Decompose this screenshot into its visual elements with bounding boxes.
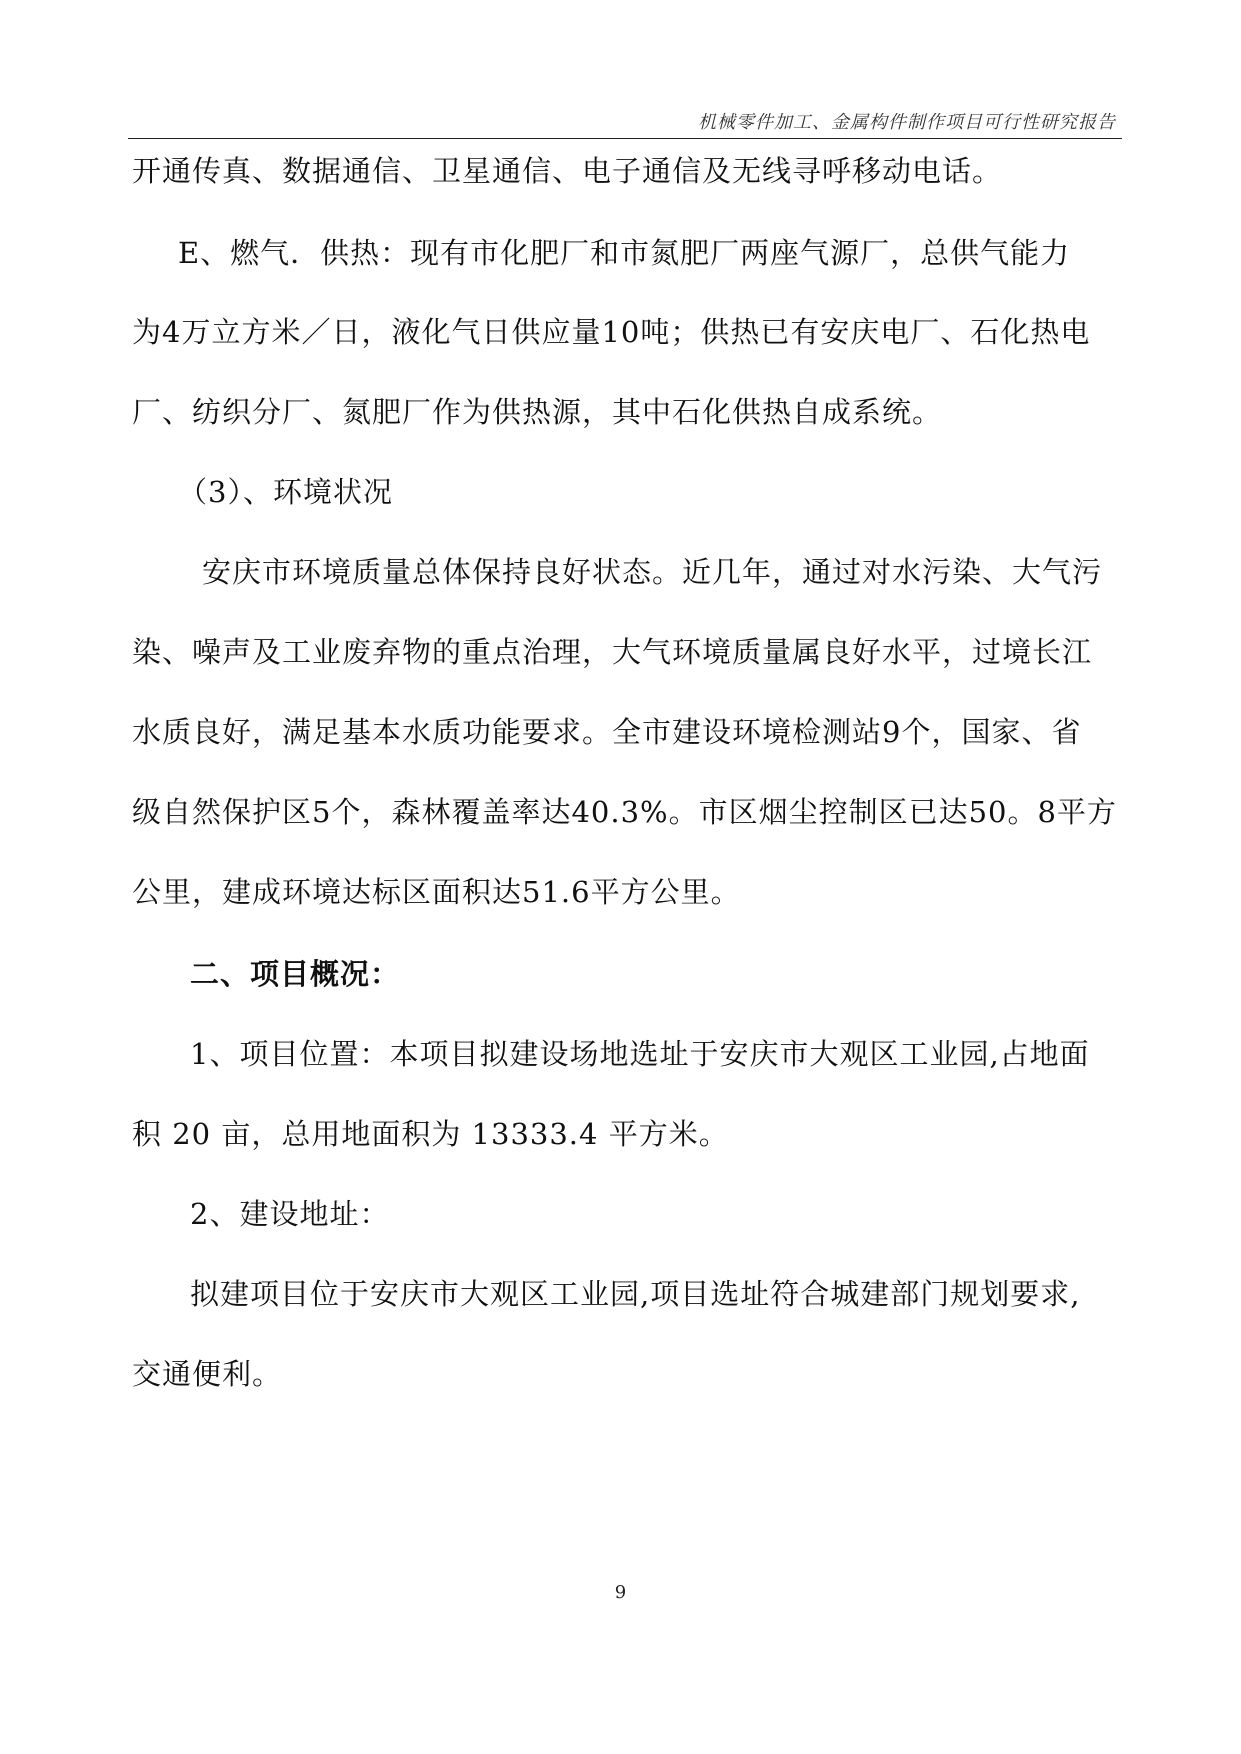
paragraph-line: 安庆市环境质量总体保持良好状态。近几年，通过对水污染、大气污 [202, 555, 1103, 589]
paragraph-line: 拟建项目位于安庆市大观区工业园,项目选址符合城建部门规划要求, [190, 1277, 1081, 1311]
paragraph-line: 开通传真、数据通信、卫星通信、电子通信及无线寻呼移动电话。 [132, 154, 1003, 188]
paragraph-line: 2、建设地址： [190, 1197, 390, 1231]
paragraph-line: 交通便利。 [132, 1357, 283, 1391]
paragraph-line: 水质良好，满足基本水质功能要求。全市建设环境检测站9个，国家、省 [132, 715, 1082, 749]
page-number: 9 [614, 1582, 627, 1603]
paragraph-line: 染、噪声及工业废弃物的重点治理，大气环境质量属良好水平，过境长江 [132, 635, 1093, 669]
header-title: 机械零件加工、金属构件制作项目可行性研究报告 [698, 112, 1116, 133]
paragraph-line: 公里，建成环境达标区面积达51.6平方公里。 [132, 875, 741, 909]
paragraph-line: 厂、纺织分厂、氮肥厂作为供热源，其中石化供热自成系统。 [132, 395, 943, 429]
paragraph-line: E、燃气．供热：现有市化肥厂和市氮肥厂两座气源厂，总供气能力 [178, 236, 1071, 270]
subsection-heading: （3）、环境状况 [178, 475, 393, 509]
paragraph-line: 1、项目位置：本项目拟建设场地选址于安庆市大观区工业园,占地面 [190, 1037, 1090, 1071]
page-header [128, 104, 1122, 139]
paragraph-line: 积 20 亩，总用地面积为 13333.4 平方米。 [132, 1117, 729, 1151]
paragraph-line: 为4万立方米／日，液化气日供应量10吨；供热已有安庆电厂、石化热电 [132, 315, 1091, 349]
paragraph-line: 级自然保护区5个，森林覆盖率达40.3%。市区烟尘控制区已达50。8平方 [132, 795, 1117, 829]
section-heading: 二、项目概况： [190, 957, 401, 991]
